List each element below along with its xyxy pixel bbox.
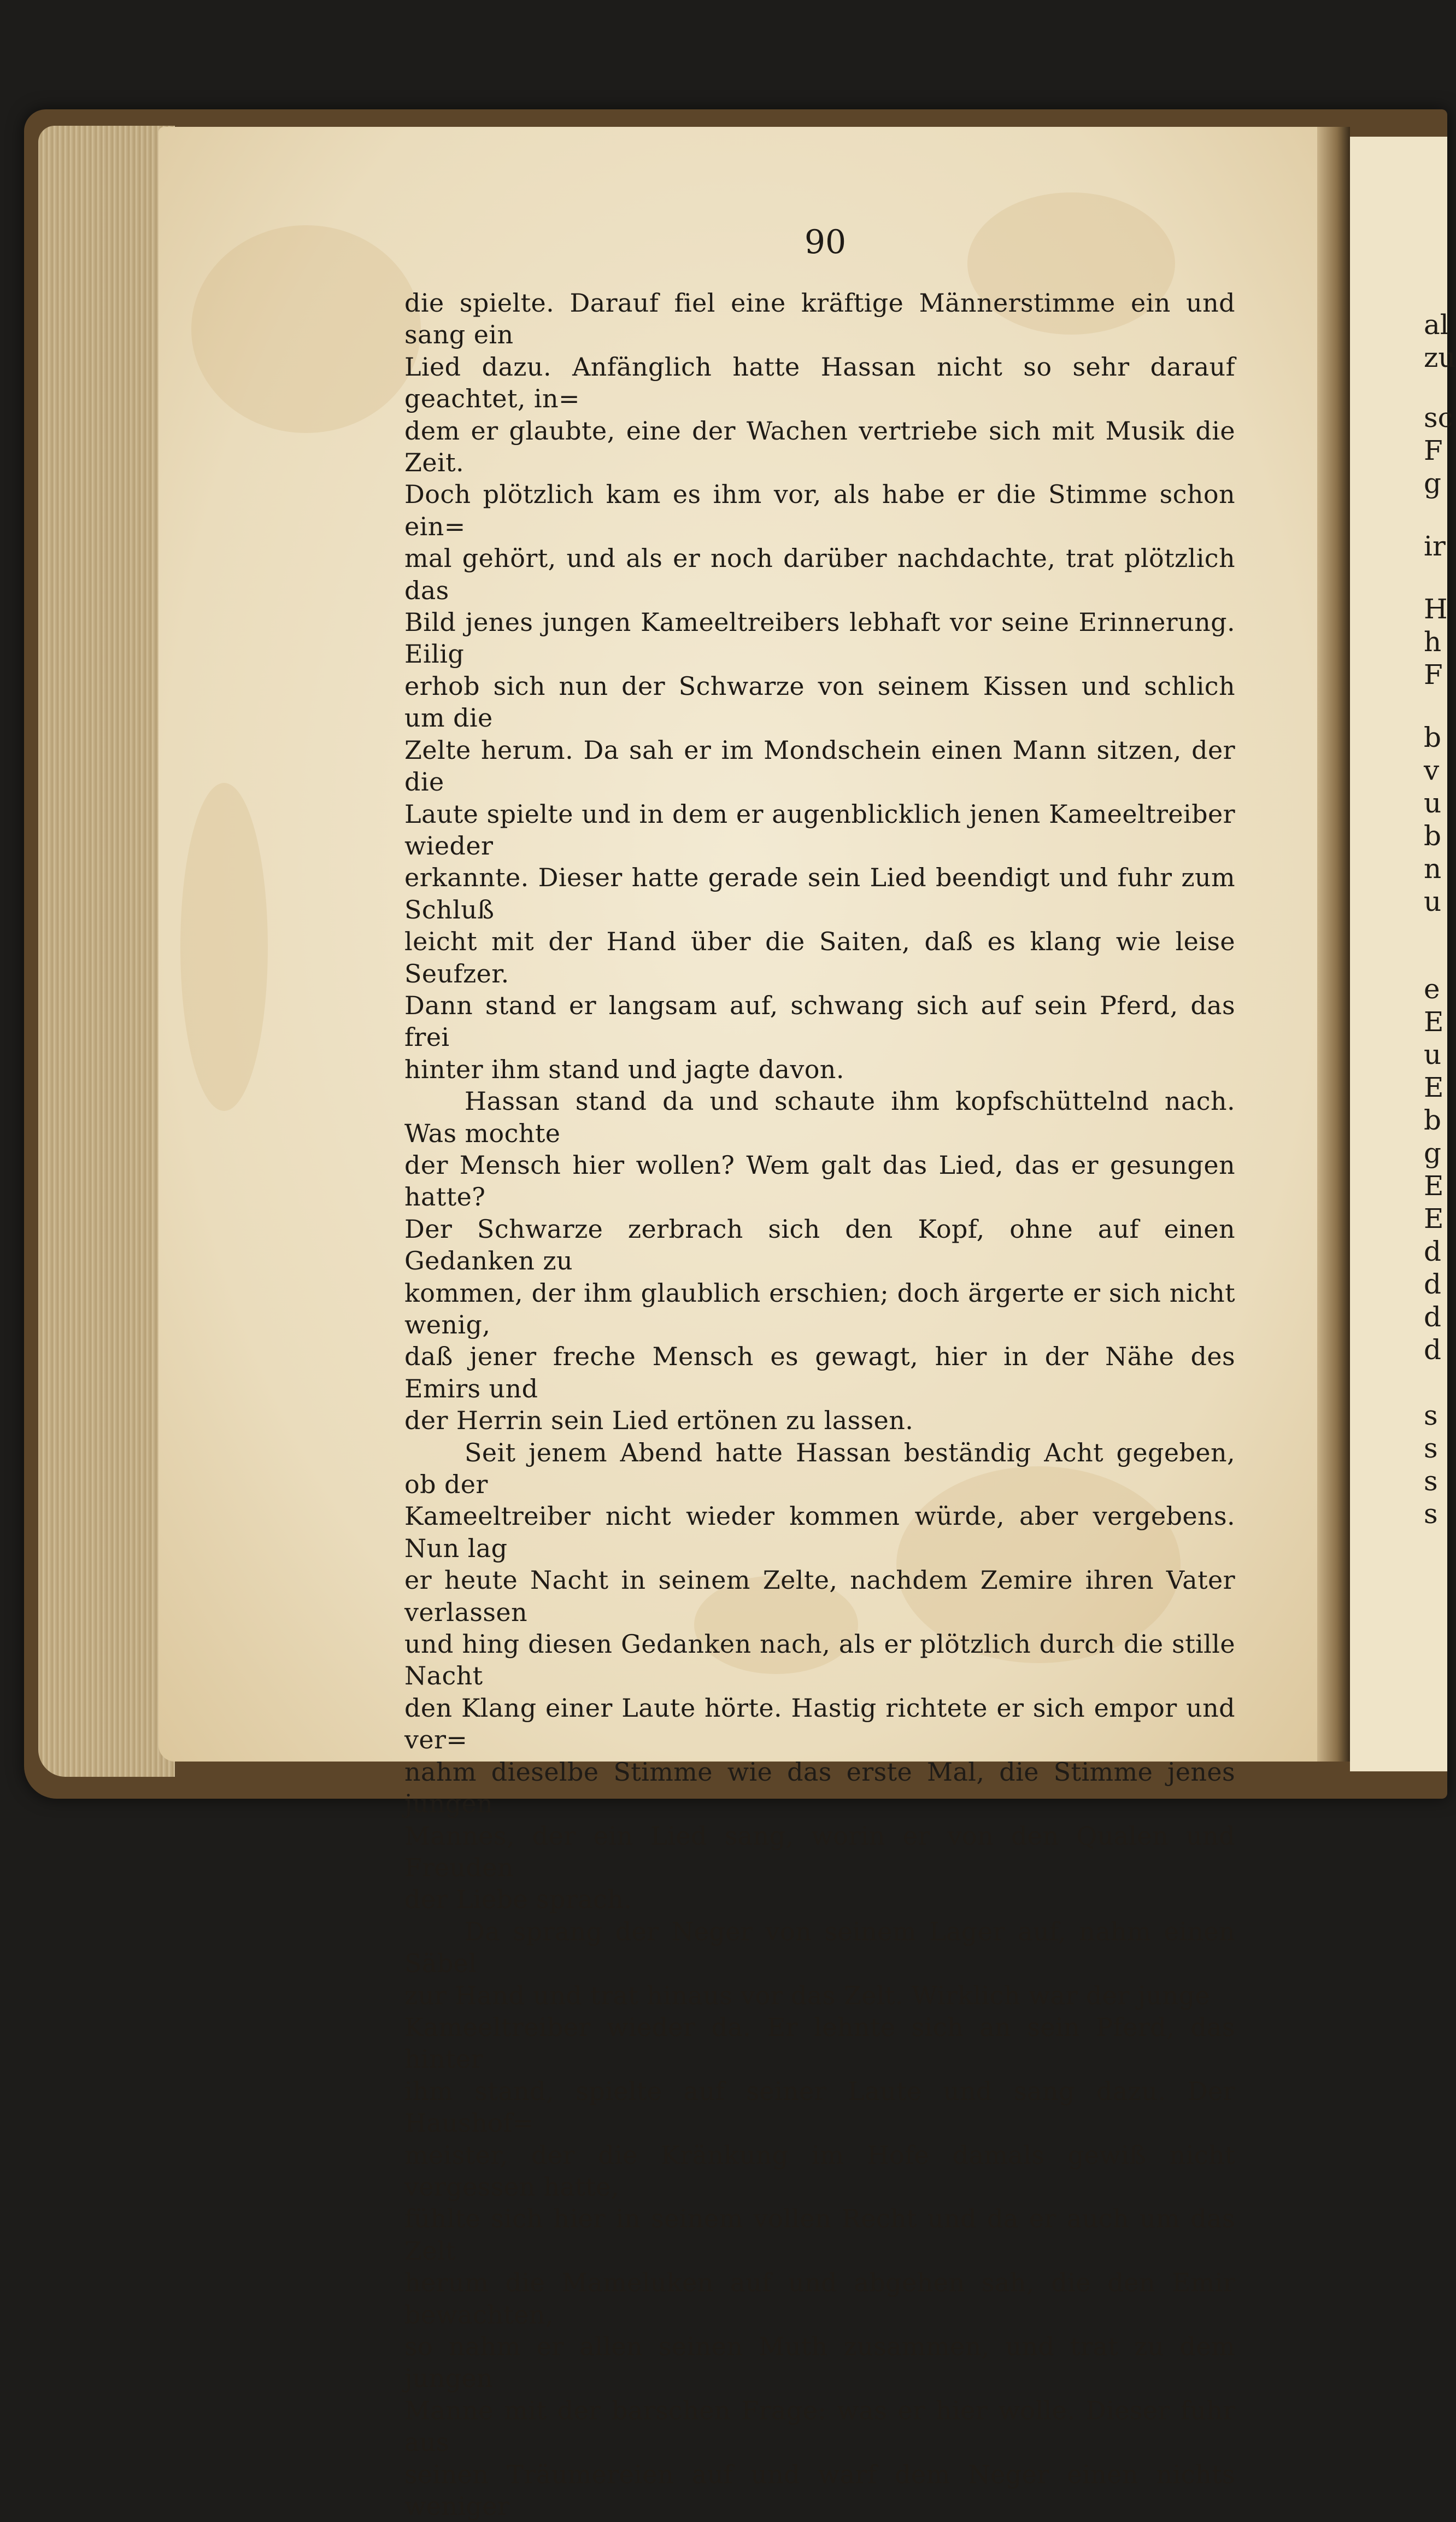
facing-page-fragment: H bbox=[1424, 593, 1448, 625]
facing-page-fragment: sc bbox=[1424, 402, 1453, 434]
facing-page-fragment: d bbox=[1424, 1268, 1442, 1300]
facing-page-fragment: E bbox=[1424, 1170, 1444, 1202]
facing-page-fragment: u bbox=[1424, 886, 1442, 917]
page-edges bbox=[38, 126, 175, 1777]
facing-page-fragment: h bbox=[1424, 626, 1442, 658]
paragraph: Seit jenem Abend hatte Hassan beständig Acht gegeben, ob der Kameeltreiber nicht wieder kommen würde, aber vergebens. Nun lag er heute Nacht in seinem Zelte, nachdem Zemire ihren Vater verlassen und hing diesen Gedanken nach, als er plötzlich durch die stille Nacht den Klang einer Laute hörte. Hastig richtete er sich empor und ver= nahm dieselbe Stimme wie das erste Mal, die Stimme jenes jungen Mannes, der ein Lied sang, worin er von den Qualen und Freuden der Liebe sprach. bbox=[404, 1437, 1235, 1915]
facing-page-fragment: d bbox=[1424, 1236, 1442, 1267]
facing-page-fragment: E bbox=[1424, 1006, 1444, 1038]
facing-page bbox=[1350, 137, 1456, 1771]
facing-page-fragment: F bbox=[1424, 659, 1443, 691]
facing-page-fragment: F bbox=[1424, 435, 1443, 466]
page-number: 90 bbox=[804, 223, 847, 261]
facing-page-fragment: u bbox=[1424, 787, 1442, 819]
facing-page-fragment: d bbox=[1424, 1301, 1442, 1333]
facing-page-fragment: v bbox=[1424, 754, 1440, 786]
body-text bbox=[404, 287, 1235, 2522]
facing-page-fragment: b bbox=[1424, 1104, 1442, 1136]
facing-page-fragment: n bbox=[1424, 853, 1442, 885]
facing-page-fragment: zu bbox=[1424, 342, 1456, 373]
paragraph: Da sprang der Neger von seinem Lager auf, nahm einen Säbel zur Hand und trat hinaus vor das Zelt. Wirklich war der junge Kameeltreiber wieder da. Er lehnte sich an sein Pferd, das hinter ihm stand, spielte auf seiner Laute und sang dazu. Der Haushof= meister, der die Kränkung im Hofe damals gewiß nicht vergessen hatte, fühlte sich hier in seinem vollen Recht und da er auch um das Zelt herum die Mameluken auf und abgehen sah, die den Emir bewachten, so nahm er allen seinen Muth zusammen, und trat zu dem jungen Manne mit der barschen Frage: was er hier wolle. Dieser fuhr aus seinen Träumereien auf und warf dem Neger einen nichts weniger bbox=[404, 1916, 1235, 2521]
facing-page-fragment: s bbox=[1424, 1400, 1438, 1431]
facing-page-fragment: al bbox=[1424, 309, 1449, 341]
facing-page-fragment: d bbox=[1424, 1334, 1442, 1366]
book-gutter bbox=[1317, 127, 1350, 1762]
facing-page-fragment: s bbox=[1424, 1498, 1438, 1530]
facing-page-fragment: g bbox=[1424, 1137, 1442, 1169]
facing-page-fragment: E bbox=[1424, 1072, 1444, 1103]
facing-page-fragment: ir bbox=[1424, 530, 1446, 562]
facing-page-fragment: E bbox=[1424, 1203, 1444, 1234]
facing-page-fragment: u bbox=[1424, 1039, 1442, 1070]
facing-page-fragment: s bbox=[1424, 1432, 1438, 1464]
facing-page-fragment: g bbox=[1424, 467, 1442, 499]
paragraph: die spielte. Darauf fiel eine kräftige Männerstimme ein und sang ein Lied dazu. Anfänglich hatte Hassan nicht so sehr darauf geachtet, in= dem er glaubte, eine der Wachen vertriebe sich mit Musik die Zeit. Doch plötzlich kam es ihm vor, als habe er die Stimme schon ein= mal gehört, und als er noch darüber nachdachte, trat plötzlich das Bild jenes jungen Kameeltreibers lebhaft vor seine Erinnerung. Eilig erhob sich nun der Schwarze von seinem Kissen und schlich um die Zelte herum. Da sah er im Mondschein einen Mann sitzen, der die Laute spielte und in dem er augenblicklich jenen Kameeltreiber wieder erkannte. Dieser hatte gerade sein Lied beendigt und fuhr zum Schluß leicht mit der Hand über die Saiten, daß es klang wie leise Seufzer. Dann stand er langsam auf, schwang sich auf sein Pferd, das frei hinter ihm stand und jagte davon. bbox=[404, 288, 1235, 1084]
facing-page-fragment: b bbox=[1424, 820, 1442, 852]
facing-page-fragment: b bbox=[1424, 722, 1442, 753]
facing-page-fragment: e bbox=[1424, 973, 1440, 1005]
facing-page-fragment: s bbox=[1424, 1465, 1438, 1497]
paragraph: Hassan stand da und schaute ihm kopfschüttelnd nach. Was mochte der Mensch hier wollen? Wem galt das Lied, das er gesungen hatte? Der Schwarze zerbrach sich den Kopf, ohne auf einen Gedanken zu kommen, der ihm glaublich erschien; doch ärgerte er sich nicht wenig, daß jener freche Mensch es gewagt, hier in der Nähe des Emirs und der Herrin sein Lied ertönen zu lassen. bbox=[404, 1086, 1235, 1436]
